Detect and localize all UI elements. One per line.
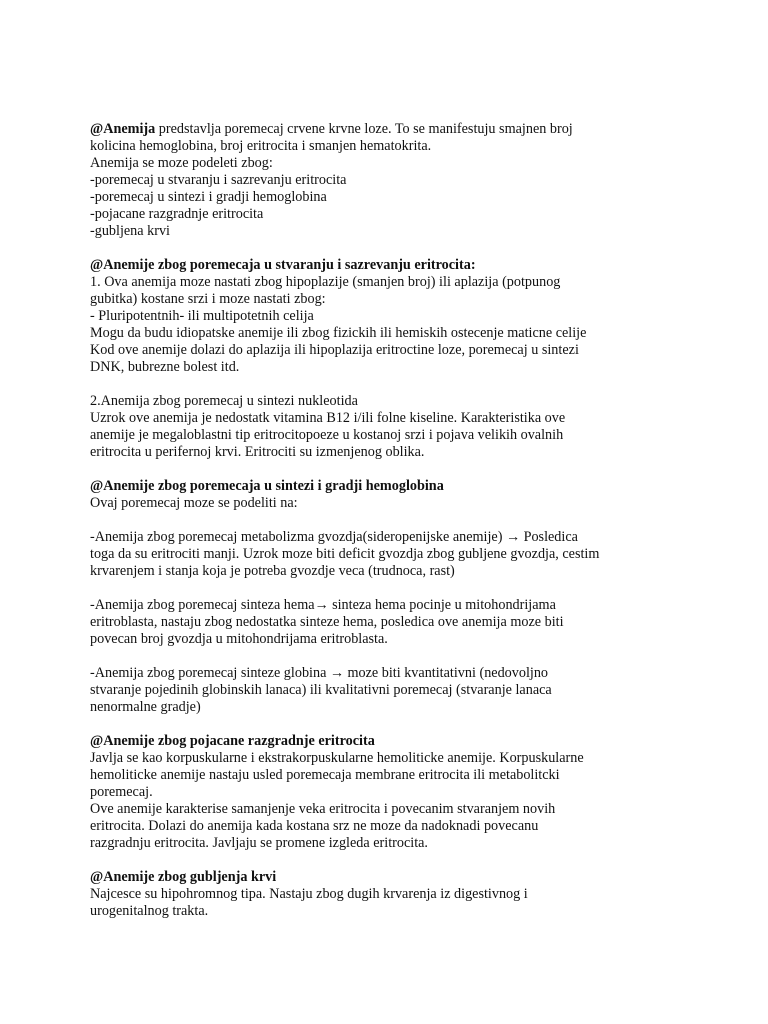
paragraph <box>90 478 680 512</box>
body-text: Najcesce su hipohromnog tipa. Nastaju zbog dugih krvarenja iz digestivnog i <box>90 886 528 902</box>
body-text: poremecaj. <box>90 784 153 800</box>
text-line <box>90 733 680 750</box>
text-line <box>90 597 680 614</box>
paragraph <box>90 597 680 648</box>
text-line <box>90 886 680 903</box>
right-arrow-icon: → <box>314 597 329 613</box>
text-line <box>90 546 680 563</box>
body-text: -Anemija zbog poremecaj sinteza hema <box>90 597 315 613</box>
paragraph <box>90 665 680 716</box>
text-line <box>90 903 680 920</box>
text-line <box>90 359 680 376</box>
body-text: Kod ove anemije dolazi do aplazija ili hipoplazija eritroctine loze, poremecaj u sintezi <box>90 342 579 358</box>
body-text: razgradnju eritrocita. Javljaju se promene izgleda eritrocita. <box>90 835 428 851</box>
text-line <box>90 138 680 155</box>
body-text: kolicina hemoglobina, broj eritrocita i smanjen hematokrita. <box>90 138 432 154</box>
body-text: Anemija se moze podeleti zbog: <box>90 155 273 171</box>
body-text: Mogu da budu idiopatske anemije ili zbog fizickih ili hemiskih ostecenje maticne celije <box>90 325 587 341</box>
body-text: predstavlja poremecaj crvene krvne loze. To se manifestuju smajnen broj <box>155 121 573 137</box>
body-text: -Anemija zbog poremecaj metabolizma gvozdja(sideropenijske anemije) <box>90 529 507 545</box>
body-text: -pojacane razgradnje eritrocita <box>90 206 264 222</box>
body-text: -gubljena krvi <box>90 223 170 239</box>
body-text: eritrocita u perifernoj krvi. Eritrociti su izmenjenog oblika. <box>90 444 425 460</box>
body-text: -poremecaj u sintezi i gradji hemoglobina <box>90 189 327 205</box>
body-text: Ovaj poremecaj moze se podeliti na: <box>90 495 298 511</box>
right-arrow-icon: → <box>329 665 345 681</box>
body-text: moze biti kvantitativni (nedovoljno <box>343 665 549 681</box>
text-line <box>90 478 680 495</box>
body-text: sinteza hema pocinje u mitohondrijama <box>328 597 556 613</box>
text-line <box>90 784 680 801</box>
body-text: Posledica <box>520 529 578 545</box>
paragraph <box>90 257 680 376</box>
text-line <box>90 155 680 172</box>
text-line <box>90 750 680 767</box>
body-text: stvaranje pojedinih globinskih lanaca) ili kvalitativni poremecaj (stvaranje lanaca <box>90 682 552 698</box>
body-text: gubitka) kostane srzi i moze nastati zbog: <box>90 291 326 307</box>
document-body <box>90 121 680 937</box>
text-line <box>90 563 680 580</box>
body-text: Ove anemije karakterise samanjenje veka eritrocita i povecanim stvaranjem novih <box>90 801 556 817</box>
body-text: urogenitalnog trakta. <box>90 903 209 919</box>
body-text: hemoliticke anemije nastaju usled poremecaja membrane eritrocita ili metabolitcki <box>90 767 560 783</box>
paragraph <box>90 121 680 240</box>
text-line <box>90 818 680 835</box>
text-line <box>90 699 680 716</box>
text-line <box>90 410 680 427</box>
text-line <box>90 257 680 274</box>
text-line <box>90 121 680 138</box>
text-line <box>90 495 680 512</box>
text-line <box>90 172 680 189</box>
body-text: krvarenjem i stanja koja je potreba gvozdje veca (trudnoca, rast) <box>90 563 455 579</box>
section-heading: @Anemije zbog poremecaja u stvaranju i sazrevanju eritrocita: <box>90 257 476 273</box>
text-line <box>90 631 680 648</box>
body-text: anemije je megaloblastni tip eritrocitopoeze u kostanoj srzi i pojava velikih ovalnih <box>90 427 564 443</box>
text-line <box>90 223 680 240</box>
section-heading: @Anemije zbog pojacane razgradnje eritrocita <box>90 733 375 749</box>
text-line <box>90 189 680 206</box>
body-text: -Anemija zbog poremecaj sinteze globina <box>90 665 330 681</box>
body-text: toga da su eritrociti manji. Uzrok moze biti deficit gvozdja zbog gubljene gvozdja, cestim <box>90 546 600 562</box>
paragraph <box>90 529 680 580</box>
text-line <box>90 427 680 444</box>
text-line <box>90 665 680 682</box>
text-line <box>90 291 680 308</box>
text-line <box>90 393 680 410</box>
text-line <box>90 682 680 699</box>
text-line <box>90 444 680 461</box>
text-line <box>90 835 680 852</box>
text-line <box>90 206 680 223</box>
text-line <box>90 308 680 325</box>
body-text: -poremecaj u stvaranju i sazrevanju eritrocita <box>90 172 347 188</box>
text-line <box>90 274 680 291</box>
paragraph <box>90 393 680 461</box>
paragraph <box>90 869 680 920</box>
text-line <box>90 869 680 886</box>
text-line <box>90 614 680 631</box>
text-line <box>90 767 680 784</box>
body-text: DNK, bubrezne bolest itd. <box>90 359 240 375</box>
text-line <box>90 801 680 818</box>
section-heading: @Anemije zbog gubljenja krvi <box>90 869 277 885</box>
body-text: eritroblasta, nastaju zbog nedostatka sinteze hema, posledica ove anemija moze biti <box>90 614 564 630</box>
text-line <box>90 325 680 342</box>
body-text: 2.Anemija zbog poremecaj u sintezi nukleotida <box>90 393 358 409</box>
section-heading: @Anemije zbog poremecaja u sintezi i gradji hemoglobina <box>90 478 444 494</box>
body-text: eritrocita. Dolazi do anemija kada kostana srz ne moze da nadoknadi povecanu <box>90 818 539 834</box>
body-text: Javlja se kao korpuskularne i ekstrakorpuskularne hemoliticke anemije. Korpuskularne <box>90 750 584 766</box>
body-text: - Pluripotentnih- ili multipotetnih celija <box>90 308 314 324</box>
body-text: Uzrok ove anemija je nedostatk vitamina B12 i/ili folne kiseline. Karakteristika ove <box>90 410 566 426</box>
body-text: povecan broj gvozdja u mitohondrijama eritroblasta. <box>90 631 388 647</box>
right-arrow-icon: → <box>506 529 521 545</box>
body-text: 1. Ova anemija moze nastati zbog hipoplazije (smanjen broj) ili aplazija (potpunog <box>90 274 561 290</box>
paragraph <box>90 733 680 852</box>
section-heading: @Anemija <box>90 121 156 137</box>
text-line <box>90 342 680 359</box>
body-text: nenormalne gradje) <box>90 699 201 715</box>
text-line <box>90 529 680 546</box>
